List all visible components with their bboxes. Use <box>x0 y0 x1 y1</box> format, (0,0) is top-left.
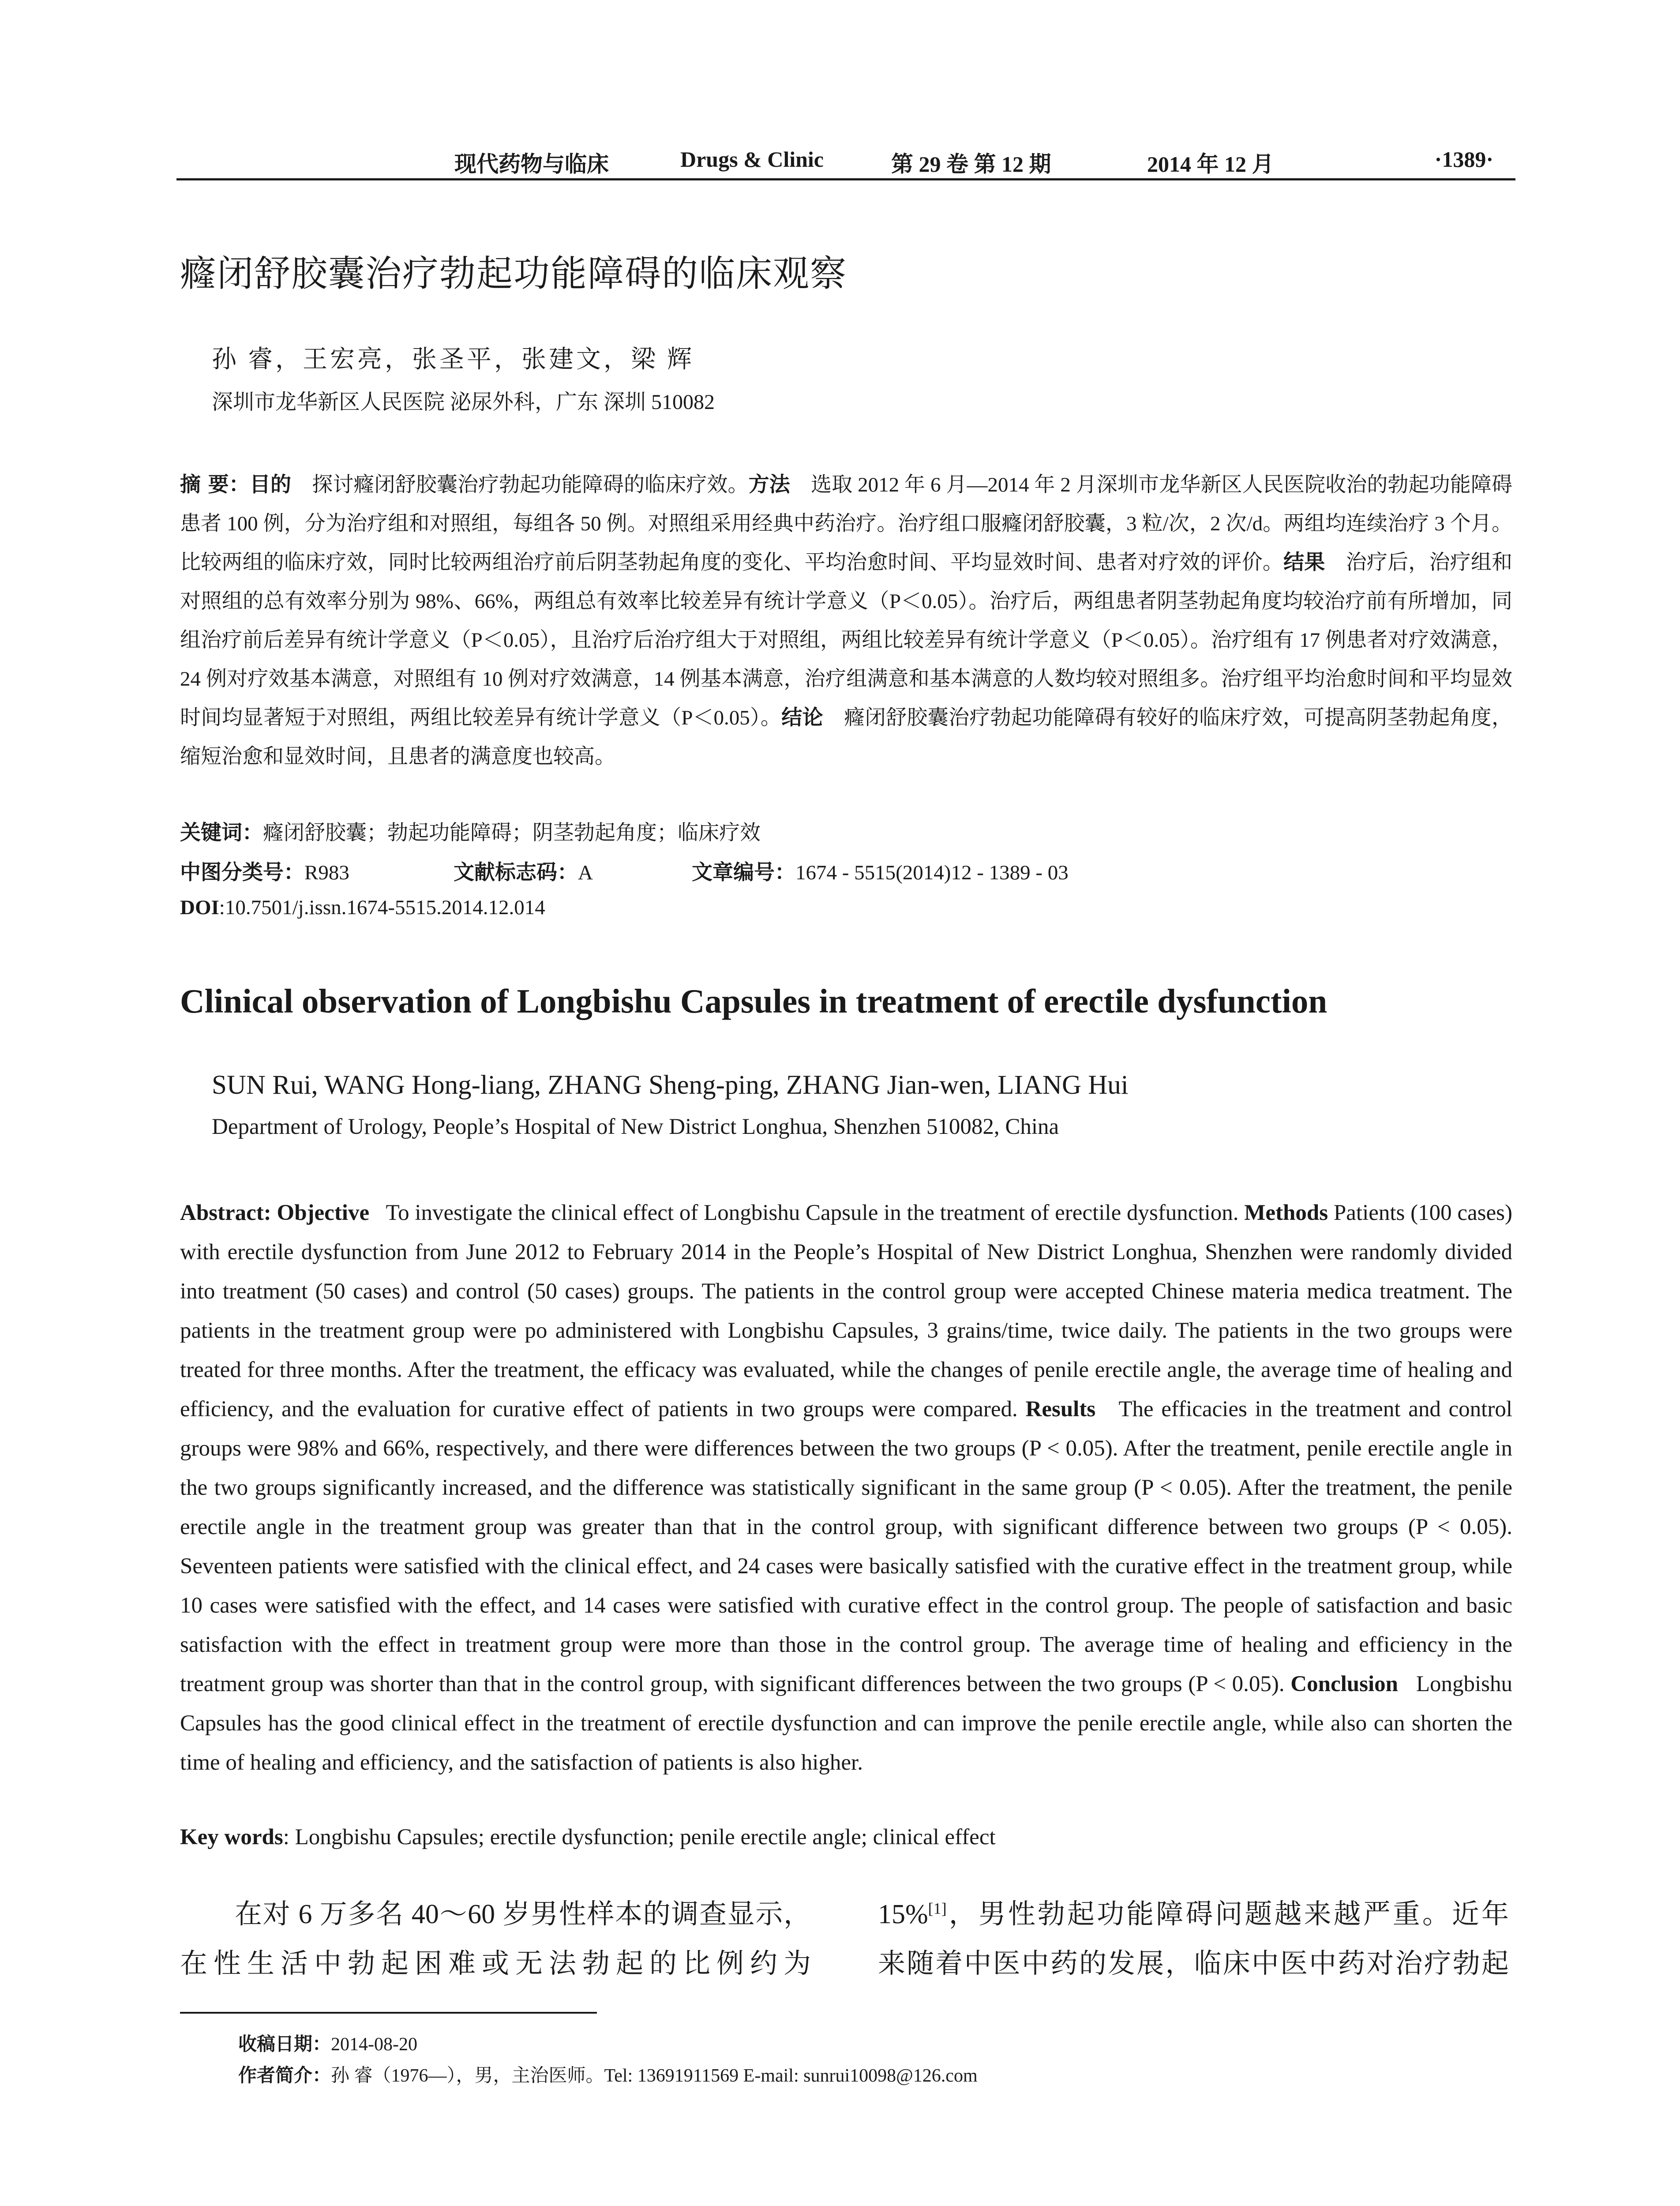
keywords-text-en: : Longbishu Capsules; erectile dysfunction; penile erectile angle; clinical effect <box>283 1825 996 1850</box>
affiliation-cn: 深圳市龙华新区人民医院 泌尿外科，广东 深圳 510082 <box>212 390 715 414</box>
article-title-cn: 癃闭舒胶囊治疗勃起功能障碍的临床观察 <box>180 253 848 295</box>
body-column-left <box>180 1890 811 1988</box>
methods-label-cn: 方法 <box>748 473 790 497</box>
authors-en: SUN Rui, WANG Hong-liang, ZHANG Sheng-ping, ZHANG Jian-wen, LIANG Hui <box>212 1070 1129 1100</box>
body-line: 在性生活中勃起困难或无法勃起的比例约为 <box>180 1949 811 1979</box>
received-date-line <box>238 2029 978 2060</box>
doi-value: :10.7501/j.issn.1674-5515.2014.12.014 <box>219 896 545 919</box>
objective-text-cn: 探讨癃闭舒胶囊治疗勃起功能障碍的临床疗效。 <box>312 473 749 496</box>
clc-label: 中图分类号： <box>180 860 304 885</box>
page-number: ·1389· <box>1434 147 1493 172</box>
conclusion-text-cn: 癃闭舒胶囊治疗勃起功能障碍有较好的临床疗效，可提高阴茎勃起角度，缩短治愈和显效时间，且患者的满意度也较高。 <box>180 706 1513 768</box>
abstract-label-cn: 摘 要： <box>180 473 250 497</box>
conclusion-text-en: Longbishu Capsules has the good clinical effect in the treatment of erectile dysfunction and can improve the penile erectile angle, while also can shorten the time of healing and efficiency, and the satisfaction of patients is also higher. <box>180 1672 1512 1775</box>
classification-line <box>180 856 1069 885</box>
volume-issue: 第 29 卷 第 12 期 <box>891 152 1051 176</box>
body-text: ，男性勃起功能障碍问题越来越严重。近年 <box>946 1899 1509 1929</box>
author-bio: 孙 睿（1976—），男，主治医师。Tel: 13691911569 E-mail: sunrui10098@126.com <box>331 2066 978 2086</box>
doi-label: DOI <box>180 896 219 919</box>
keywords-text-cn: 癃闭舒胶囊；勃起功能障碍；阴茎勃起角度；临床疗效 <box>263 822 761 844</box>
body-text: 15% <box>878 1899 928 1929</box>
footnote <box>238 2029 978 2091</box>
methods-text-cn: 选取 2012 年 6 月—2014 年 2 月深圳市龙华新区人民医院收治的勃起功能障碍患者 100 例，分为治疗组和对照组，每组各 50 例。对照组采用经典中药治疗。治疗组口服癃闭舒胶囊，3 粒/次，2 次/d。两组均连续治疗 3 个月。比较两组的临床疗效，同时比较两组治疗前后阴茎勃起角度的变化、平均治愈时间、平均显效时间、患者对疗效的评价。 <box>180 473 1513 574</box>
issue-date: 2014 年 12 月 <box>1147 152 1274 176</box>
running-header <box>176 140 1515 176</box>
received-label: 收稿日期： <box>238 2033 331 2055</box>
body-line <box>878 1890 1509 1939</box>
results-label-cn: 结果 <box>1283 550 1325 574</box>
footnote-rule <box>180 2012 597 2014</box>
keywords-label-en: Key words <box>180 1825 283 1850</box>
article-title-en: Clinical observation of Longbishu Capsules in treatment of erectile dysfunction <box>180 982 1328 1020</box>
keywords-cn <box>180 816 761 846</box>
abstract-cn <box>180 465 1512 776</box>
header-rule <box>176 178 1515 180</box>
methods-label-en: Methods <box>1244 1201 1328 1225</box>
keywords-en <box>180 1824 996 1850</box>
article-id: 1674 - 5515(2014)12 - 1389 - 03 <box>795 861 1069 884</box>
objective-label-cn: 目的 <box>249 473 292 497</box>
conclusion-label-en: Conclusion <box>1290 1672 1399 1696</box>
body-line: 来随着中医中药的发展，临床中医中药对治疗勃起 <box>878 1949 1509 1979</box>
abstract-en <box>180 1193 1512 1782</box>
body-column-right <box>878 1890 1509 1988</box>
journal-name-en: Drugs & Clinic <box>680 147 824 172</box>
objective-text-en: To investigate the clinical effect of Longbishu Capsule in the treatment of erectile dysfunction. <box>386 1201 1239 1225</box>
doc-code: A <box>578 861 593 884</box>
reference-marker[interactable]: [1] <box>928 1899 947 1917</box>
authors-cn: 孙 睿，王宏亮，张圣平，张建文，梁 辉 <box>212 346 694 373</box>
affiliation-en: Department of Urology, People’s Hospital of New District Longhua, Shenzhen 510082, China <box>212 1114 1059 1139</box>
results-text-en: The efficacies in the treatment and control groups were 98% and 66%, respectively, and there were differences between the two groups (P < 0.05). After the treatment, penile erectile angle in the two groups significantly increased, and the difference was statistically significant in the same group (P < 0.05). After the treatment, the penile erectile angle in the treatment group was greater than that in the control group, with significant difference between two groups (P < 0.05). Seventeen patients were satisfied with the clinical effect, and 24 cases were basically satisfied with the curative effect in the treatment group, while 10 cases were satisfied with the effect, and 14 cases were satisfied with curative effect in the control group. The people of satisfaction and basic satisfaction with the effect in treatment group were more than those in the control group. The average time of healing and efficiency in the treatment group was shorter than that in the control group, with significant differences between the two groups (P < 0.05). <box>180 1397 1513 1696</box>
author-bio-label: 作者简介： <box>238 2064 331 2086</box>
received-date: 2014-08-20 <box>331 2034 417 2055</box>
results-text-cn: 治疗后，治疗组和对照组的总有效率分别为 98%、66%，两组总有效率比较差异有统计学意义（P＜0.05）。治疗后，两组患者阴茎勃起角度均较治疗前有所增加，同组治疗前后差异有统计学意义（P＜0.05），且治疗后治疗组大于对照组，两组比较差异有统计学意义（P＜0.05）。治疗组有 17 例患者对疗效满意，24 例对疗效基本满意，对照组有 10 例对疗效满意，14 例基本满意，治疗组满意和基本满意的人数均较对照组多。治疗组平均治愈时间和平均显效时间均显著短于对照组，两组比较差异有统计学意义（P＜0.05）。 <box>180 551 1513 729</box>
journal-name-cn: 现代药物与临床 <box>454 151 609 177</box>
keywords-label-cn: 关键词： <box>180 821 263 845</box>
methods-text-en: Patients (100 cases) with erectile dysfunction from June 2012 to February 2014 in the People’s Hospital of New District Longhua, Shenzhen were randomly divided into treatment (50 cases) and control (50 cases) groups. The patients in the control group were accepted Chinese materia medica treatment. The patients in the treatment group were po administered with Longbishu Capsules, 3 grains/time, twice daily. The patients in the two groups were treated for three months. After the treatment, the efficacy was evaluated, while the changes of penile erectile angle, the average time of healing and efficiency, and the evaluation for curative effect of patients in two groups were compared. <box>180 1201 1512 1422</box>
body-line: 在对 6 万多名 40～60 岁男性样本的调查显示， <box>235 1899 811 1929</box>
article-id-label: 文章编号： <box>692 860 795 885</box>
author-bio-line <box>238 2060 978 2091</box>
abstract-label-en: Abstract: Objective <box>180 1201 370 1225</box>
clc-code: R983 <box>304 861 349 884</box>
doi-line <box>180 896 545 919</box>
results-label-en: Results <box>1025 1397 1096 1422</box>
conclusion-label-cn: 结论 <box>781 705 823 730</box>
doc-code-label: 文献标志码： <box>454 860 578 885</box>
